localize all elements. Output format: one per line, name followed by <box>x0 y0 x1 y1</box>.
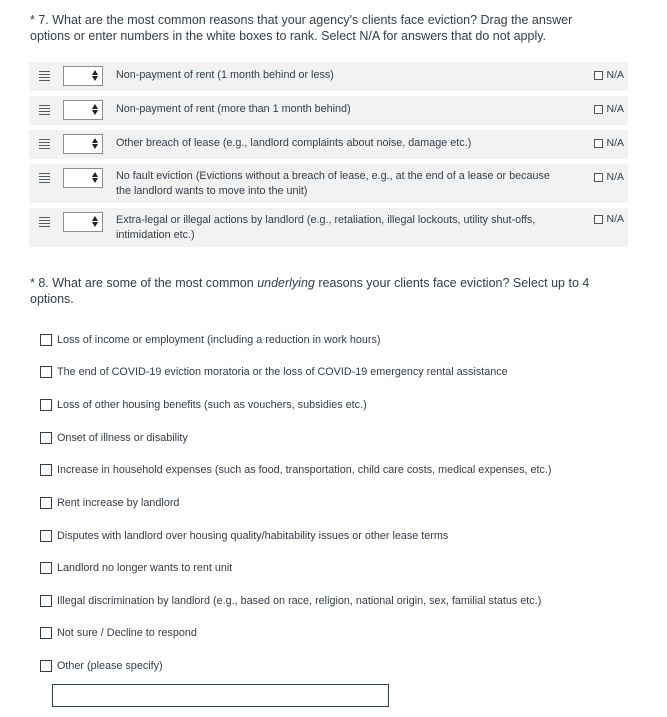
rank-option-label-line1: No fault eviction (Evictions without a breach of lease, e.g., at the end of a lease or because <box>116 170 550 182</box>
rank-option-label-line2: intimidation etc.) <box>116 229 195 241</box>
na-checkbox[interactable] <box>594 213 624 225</box>
rank-option-label <box>116 102 586 117</box>
rank-select[interactable] <box>63 134 103 154</box>
drag-handle-icon[interactable] <box>39 139 50 149</box>
option-loss-housing-benefits[interactable] <box>40 398 367 412</box>
question-8-title-line1 <box>30 275 630 291</box>
checkbox-icon[interactable] <box>40 595 52 607</box>
checkbox-icon <box>594 105 603 114</box>
rank-row[interactable] <box>29 96 628 125</box>
na-label: N/A <box>606 69 624 81</box>
rank-option-label-line2: the landlord wants to move into the unit) <box>116 185 308 197</box>
rank-option-label-line1: Other breach of lease (e.g., landlord complaints about noise, damage etc.) <box>116 137 472 149</box>
rank-option-label-line1: Extra-legal or illegal actions by landlord (e.g., retaliation, illegal lockouts, utility shut-offs, <box>116 214 536 226</box>
question-8-title <box>30 275 630 307</box>
option-other[interactable] <box>40 659 163 673</box>
drag-handle-icon[interactable] <box>39 105 50 115</box>
option-loss-of-income[interactable] <box>40 333 380 347</box>
na-label: N/A <box>606 137 624 149</box>
question-7-title-line1: * 7. What are the most common reasons that your agency's clients face eviction? Drag the answer <box>30 13 573 27</box>
option-household-expenses[interactable] <box>40 463 552 477</box>
rank-select[interactable] <box>63 100 103 120</box>
checkbox-icon[interactable] <box>40 366 52 378</box>
na-checkbox[interactable] <box>594 171 624 183</box>
option-label: The end of COVID-19 eviction moratoria or the loss of COVID-19 emergency rental assistance <box>57 366 508 378</box>
checkbox-icon[interactable] <box>40 399 52 411</box>
option-label: Increase in household expenses (such as food, transportation, child care costs, medical expenses, etc.) <box>57 464 552 476</box>
checkbox-icon <box>594 71 603 80</box>
option-not-sure[interactable] <box>40 626 197 640</box>
question-7-title-line2: options or enter numbers in the white boxes to rank. Select N/A for answers that do not apply. <box>30 29 547 43</box>
checkbox-icon <box>594 215 603 224</box>
checkbox-icon <box>594 173 603 182</box>
option-label: Loss of income or employment (including a reduction in work hours) <box>57 334 381 346</box>
checkbox-icon <box>594 139 603 148</box>
option-label: Illegal discrimination by landlord (e.g., based on race, religion, national origin, sex, familial status etc.) <box>57 595 542 607</box>
option-label: Not sure / Decline to respond <box>57 627 197 639</box>
drag-handle-icon[interactable] <box>39 217 50 227</box>
rank-option-label-line1: Non-payment of rent (more than 1 month behind) <box>116 103 351 115</box>
option-landlord-no-rent[interactable] <box>40 561 232 575</box>
checkbox-icon[interactable] <box>40 562 52 574</box>
question-8-title-emphasis: underlying <box>257 276 315 290</box>
rank-option-label <box>116 136 586 151</box>
option-label: Rent increase by landlord <box>57 497 180 509</box>
drag-handle-icon[interactable] <box>39 71 50 81</box>
checkbox-icon[interactable] <box>40 660 52 672</box>
question-8-title-prefix: * 8. What are some of the most common <box>30 276 258 290</box>
checkbox-icon[interactable] <box>40 627 52 639</box>
checkbox-icon[interactable] <box>40 334 52 346</box>
checkbox-icon[interactable] <box>40 530 52 542</box>
option-rent-increase[interactable] <box>40 496 179 510</box>
na-checkbox[interactable] <box>594 137 624 149</box>
rank-option-label <box>116 169 586 199</box>
rank-select[interactable] <box>63 66 103 86</box>
option-illness-disability[interactable] <box>40 431 188 445</box>
question-7-title <box>30 12 630 44</box>
option-label: Other (please specify) <box>57 660 163 672</box>
option-disputes-landlord[interactable] <box>40 529 448 543</box>
question-8-title-suffix: reasons your clients face eviction? Select up to 4 <box>314 276 590 290</box>
rank-select[interactable] <box>63 212 103 232</box>
option-label: Landlord no longer wants to rent unit <box>57 562 233 574</box>
rank-row[interactable] <box>29 62 628 91</box>
rank-row[interactable] <box>29 208 628 247</box>
option-label: Disputes with landlord over housing quality/habitability issues or other lease terms <box>57 530 449 542</box>
question-8-title-line2: options. <box>30 292 74 306</box>
option-covid-moratoria[interactable] <box>40 365 508 379</box>
na-label: N/A <box>606 103 624 115</box>
drag-handle-icon[interactable] <box>39 173 50 183</box>
checkbox-icon[interactable] <box>40 464 52 476</box>
checkbox-icon[interactable] <box>40 432 52 444</box>
checkbox-icon[interactable] <box>40 497 52 509</box>
na-checkbox[interactable] <box>594 69 624 81</box>
na-label: N/A <box>606 213 624 225</box>
option-illegal-discrimination[interactable] <box>40 594 541 608</box>
na-checkbox[interactable] <box>594 103 624 115</box>
option-label: Onset of illness or disability <box>57 432 188 444</box>
rank-option-label-line1: Non-payment of rent (1 month behind or less) <box>116 69 334 81</box>
rank-select[interactable] <box>63 168 103 188</box>
rank-row[interactable] <box>29 130 628 159</box>
na-label: N/A <box>606 171 624 183</box>
rank-option-label <box>116 213 586 243</box>
rank-row[interactable] <box>29 164 628 203</box>
rank-option-label <box>116 68 586 83</box>
option-label: Loss of other housing benefits (such as vouchers, subsidies etc.) <box>57 399 367 411</box>
other-specify-input[interactable] <box>52 684 389 707</box>
